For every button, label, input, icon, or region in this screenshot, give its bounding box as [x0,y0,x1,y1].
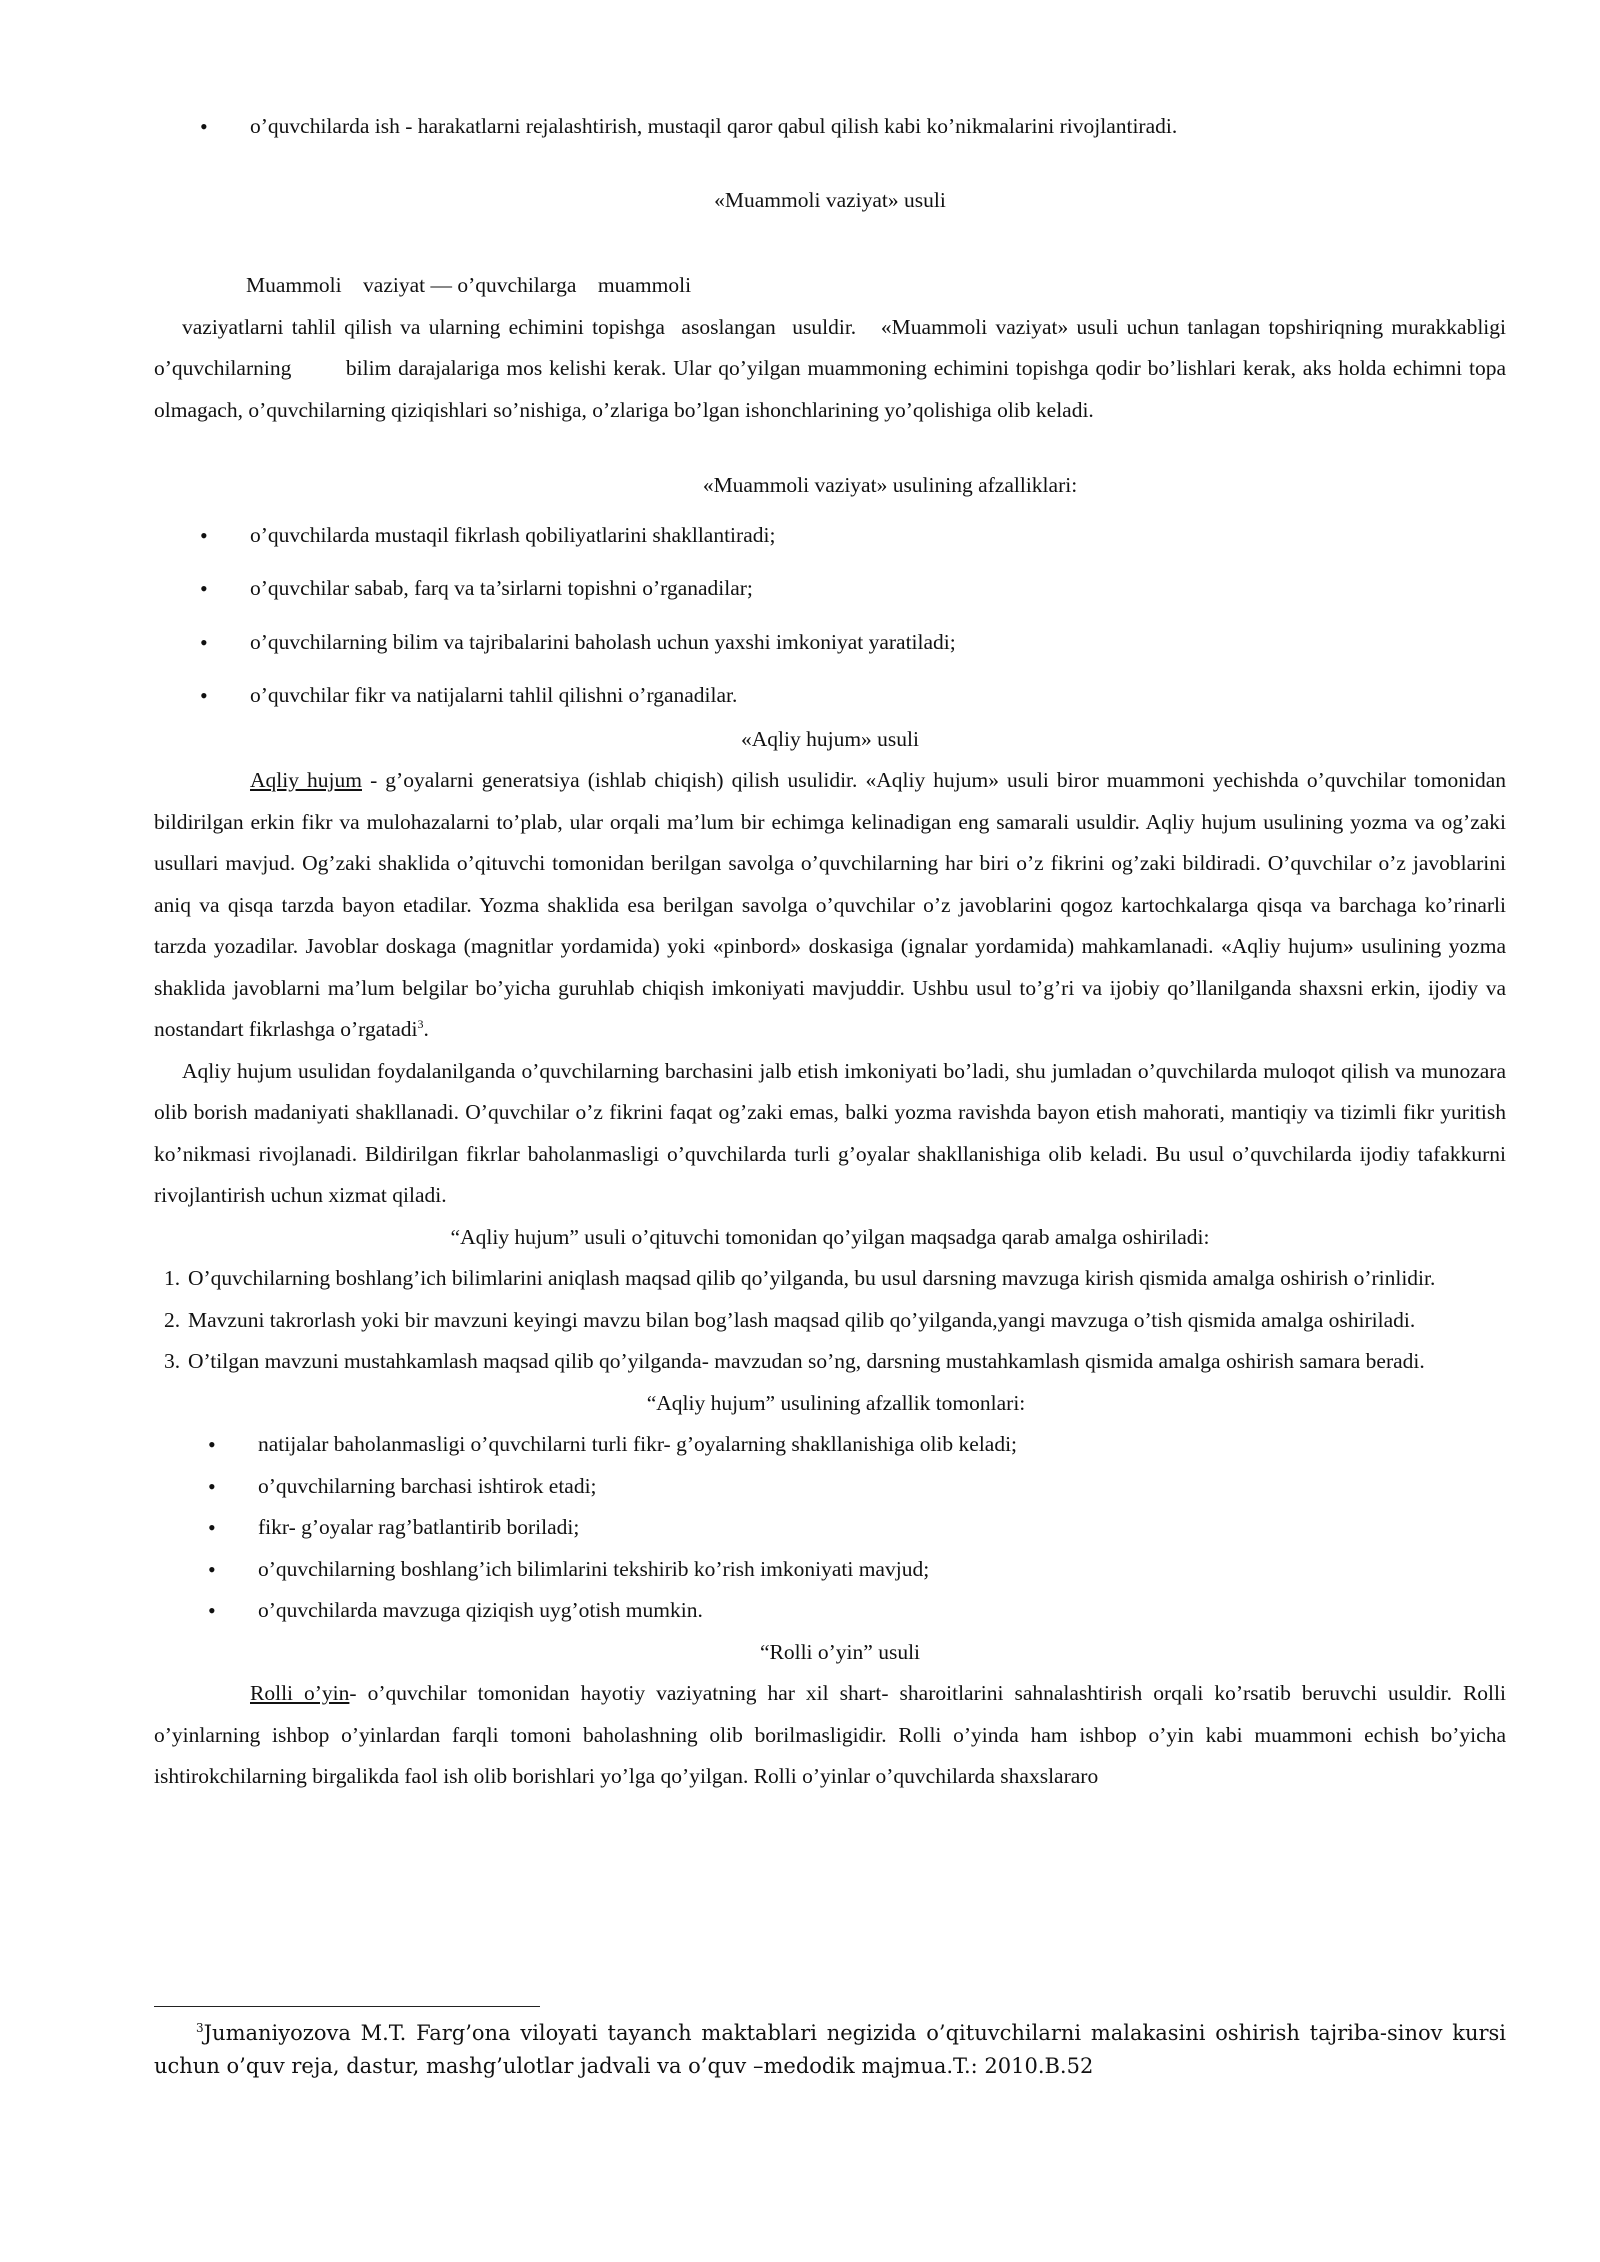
paragraph-line: Muammoli vaziyat — o’quvchilarga muammoli [246,273,692,297]
paragraph-aqliy-hujum-2: Aqliy hujum usulidan foydalanilganda o’quvchilarning barchasini jalb etish imkoniyati bo’ladi, shu jumladan o’quvchilarda muloqot qilish va munozara olib borish madaniyati shakllanadi. O’quvchilar o’z fikrini faqat og’zaki emas, balki yozma ravishda bayon etish mahorati, mantiqiy va tizimli fikr yuritish ko’nikmasi rivojlanadi. Bildirilgan fikrlar baholanmasligi o’quvchilarda turli g’oyalar shakllanishiga olib keladi. Bu usul o’quvchilarda ijodiy tafakkurni rivojlantirish uchun xizmat qiladi. [154,1058,1506,1207]
footnote: $^3$Jumaniyozova M.T. Farg’ona viloyati tayanch maktablari negizida o’qituvchilarni malakasini oshirish tajriba-sinov kursi uchun o’quv reja, dastur, mashg’ulotlar jadvali va o’quv –medodik majmua.T.: 2010.B.52 [154,2021,1506,2078]
term-aqliy-hujum: Aqliy hujum [250,768,362,792]
list-item: 1. O’quvchilarning boshlang’ich bilimlarini aniqlash maqsad qilib qo’yilganda, bu usul darsning mavzuga kirish qismida amalga oshirish o’rinlidir. [164,1266,1436,1290]
paragraph-muammoli: vaziyatlarni tahlil qilish va ularning echimini topishga asoslangan usuldir. «Muammoli vaziyat» usuli uchun tanlagan topshiriqning murakkabligi o’quvchilarning bilim darajalariga mos kelishi kerak. Ular qo’yilgan muammoning echimini topishga qodir bo’lishlari kerak, aks holda echimni topa olmagach, o’quvchilarning qiziqishlari so’nishiga, o’zlariga bo’lgan ishonchlarining yo’qolishiga olib keladi. [154,314,1512,422]
term-rolli-oyin: Rolli o’yin [250,1681,350,1705]
paragraph-rolli-oyin: Rolli o’yin- o’quvchilar tomonidan hayotiy vaziyatning har xil shart- sharoitlarini sahnalashtirish orqali ko’rsatib beruvchi usuldir. Rolli o’yinlarning ishbop o’yinlardan farqli tomoni baholashning olib borilmasligidir. Rolli o’yinda ham ishbop o’yin kabi muammoni echish bo’yicha ishtirokchilarning birgalikda faol ish olib borishlari yo’lga qo’yilgan. Rolli o’yinlar o’quvchilarda shaxslararo [154,1681,1506,1788]
section-title-muammoli: «Muammoli vaziyat» usuli [714,187,946,212]
list-item: • o’quvchilarning bilim va tajribalarini baholash uchun yaxshi imkoniyat yaratiladi; [154,622,1506,664]
footnote-mark: 3 [196,2021,204,2035]
subsection-title-maqsad: “Aqliy hujum” usuli o’qituvchi tomonidan qo’yilgan maqsadga qarab amalga oshiriladi: [450,1224,1210,1249]
list-item: • o’quvchilar sabab, farq va ta’sirlarni topishni o’rganadilar; [154,568,1506,610]
list-item: • o’quvchilarning boshlang’ich bilimlarini tekshirib ko’rish imkoniyati mavjud; [154,1549,1506,1591]
list-item: • o’quvchilarning barchasi ishtirok etadi; [154,1466,1506,1508]
list-item: • fikr- g’oyalar rag’batlantirib boriladi; [154,1507,1506,1549]
list-item: • natijalar baholanmasligi o’quvchilarni turli fikr- g’oyalarning shakllanishiga olib keladi; [154,1424,1506,1466]
footnote-separator [154,2006,540,2007]
footnote-reference: 3 [417,1016,424,1031]
list-item: 2. Mavzuni takrorlash yoki bir mavzuni keyingi mavzu bilan bog’lash maqsad qilib qo’yilganda,yangi mavzuga o’tish qismida amalga oshiriladi. [164,1307,1416,1332]
numbered-list [154,1258,1506,1383]
list-item: 3. O’tilgan mavzuni mustahkamlash maqsad qilib qo’yilganda- mavzudan so’ng, darsning mustahkamlash qismida amalga oshirish samara beradi. [164,1349,1425,1373]
list-item: • o’quvchilarda ish - harakatlarni rejalashtirish, mustaqil qaror qabul qilish kabi ko’nikmalarini rivojlantiradi. [154,106,1506,148]
list-item: • o’quvchilarda mavzuga qiziqish uyg’otish mumkin. [154,1590,1506,1632]
list-item: • o’quvchilar fikr va natijalarni tahlil qilishni o’rganadilar. [154,675,1506,717]
page-body [154,106,1512,1798]
section-title-rolli-oyin: “Rolli o’yin” usuli [759,1639,921,1664]
list-item: • o’quvchilarda mustaqil fikrlash qobiliyatlarini shakllantiradi; [154,515,1506,557]
paragraph-aqliy-hujum: Aqliy hujum - g’oyalarni generatsiya (ishlab chiqish) qilish usulidir. «Aqliy hujum» usuli biror muammoni yechishda o’quvchilar tomonidan bildirilgan erkin fikr va mulohazalarni to’plab, ular orqali ma’lum bir echimga kelinadigan eng samarali usuldir. Aqliy hujum usulining yozma va og’zaki usullari mavjud. Og’zaki shaklida o’qituvchi tomonidan berilgan savolga o’quvchilarning har biri o’z fikrini og’zaki bildiradi. O’quvchilar o’z javoblarini aniq va qisqa tarzda bayon etadilar. Yozma shaklida esa berilgan savolga o’quvchilar o’z javoblarini qogoz kartochkalarga qisqa va barchaga ko’rinarli tarzda yozadilar. Javoblar doskaga (magnitlar yordamida) yoki «pinbord» doskasiga (ignalar yordamida) mahkamlanadi. «Aqliy hujum» usulining yozma shaklida javoblarni ma’lum belgilar bo’yicha guruhlab chiqish imkoniyati mavjuddir. Ushbu usul to’g’ri va ijobiy qo’llanilganda shaxsni erkin, ijodiy va nostandart fikrlashga o’rgatadi$^3$. [154,768,1506,1041]
subsection-title-afzalliklari: «Muammoli vaziyat» usulining afzalliklari: [702,473,1078,497]
section-title-aqliy-hujum: «Aqliy hujum» usuli [741,726,919,751]
subsection-title-afzallik-tomonlari: “Aqliy hujum” usulining afzallik tomonlari: [646,1390,1026,1415]
